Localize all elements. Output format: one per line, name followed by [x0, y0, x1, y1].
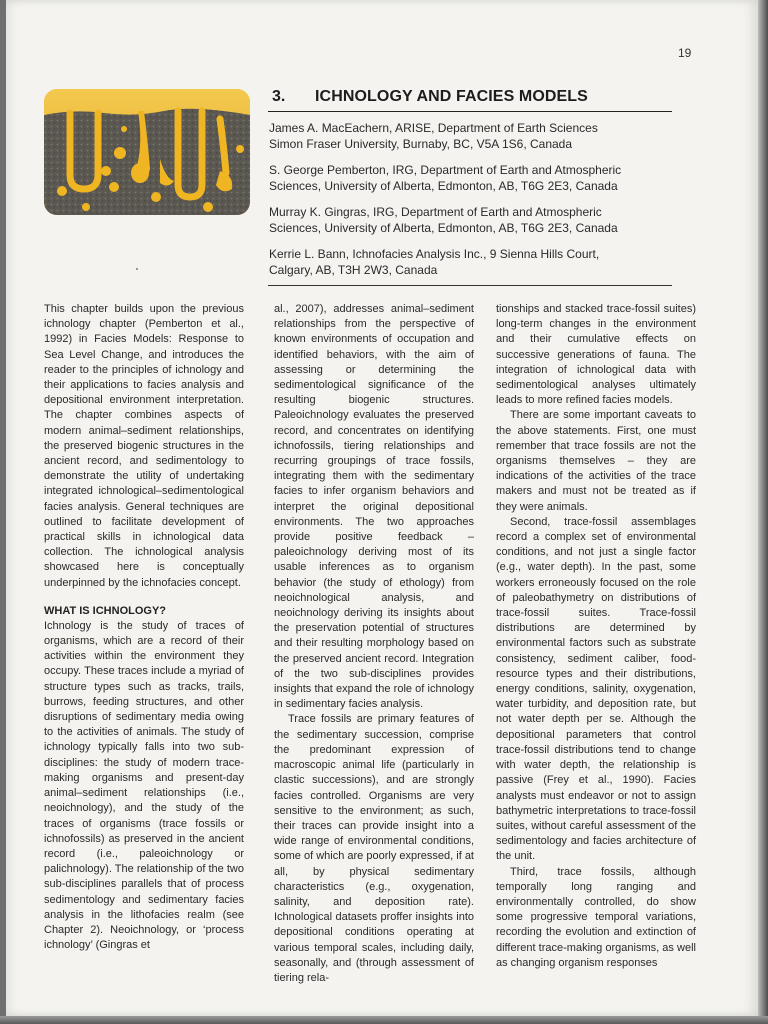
- text-column-3: [496, 302, 696, 971]
- page-mark: [136, 268, 138, 270]
- author-line: Sciences, University of Alberta, Edmonton, AB, T6G 2E3, Canada: [269, 178, 618, 193]
- body-paragraph: Ichnology is the study of traces of organisms, which are a record of their activities within the environment they occupy. These traces include a myriad of structure types such as tracks, trails, burrows, feeding structures, and other disruptions of sedimentary media owing to the activities of animals. The study of ichnology typically falls into two sub-disciplines: the study of modern trace-making organisms and present-day animal–sediment relationships (i.e., neoichnology), and the study of the traces of organisms (trace fossils or ichnofossils) as preserved in the ancient record (i.e., paleoichnology or palichnology). The relationship of the two sub-disciplines parallels that of process sedimentology and sedimentary facies analysis in the lithofacies realm (see Chapter 2). Neoichnology, or ‘process ichnology’ (Gingras et: [44, 619, 244, 952]
- chapter-title: ICHNOLOGY AND FACIES MODELS: [315, 88, 588, 105]
- author-line: Calgary, AB, T3H 2W3, Canada: [269, 262, 438, 277]
- author-divider: [268, 285, 672, 286]
- body-paragraph: al., 2007), addresses animal–sediment relationships from the perspective of known environments of occupation and identified behaviors, with the aim of assessing or determining the sedimentological significance of the resulting biogenic structures. Paleoichnology evaluates the preserved record, and concentrates on identifying ichnofossils, tiering relationships and recurring groupings of trace fossils, integrating them with the sedimentary facies to infer organism behaviors and interpret the original depositional environments. The two approaches provide positive feedback – paleoichnology deriving most of its usable inferences as to organism behavior (the study of ethology) from neoichnological analysis, and neoichnology deriving its insights about the preservation potential of structures and their resulting morphology based on the preserved ancient record. Integration of the two sub-disciplines provides insights that expand the role of ichnology in sedimentary facies analysis.: [274, 303, 474, 711]
- text-column-2: [274, 302, 474, 986]
- text-column-1: [44, 302, 244, 953]
- author-line: James A. MacEachern, ARISE, Department of Earth Sciences: [269, 121, 598, 135]
- author-entry: [269, 205, 679, 236]
- scan-edge-bottom: [0, 1016, 768, 1024]
- trace-fossil-burrows-icon: [44, 89, 250, 215]
- intro-paragraph: This chapter builds upon the previous ichnology chapter (Pemberton et al., 1992) in Facies Models: Response to Sea Level Change, and introduces the reader to the principles of ichnology and their applications to facies analysis and depositional environment interpretation. The chapter combines aspects of modern animal–sediment relationships, the preserved biogenic structures in the ancient record, and sedimentology to demonstrate the utility of undertaking integrated ichnological–sedimentological facies analysis. General techniques are outlined to facilitate development of practical skills in ichnological data collection. The ichnological analysis showcased here is conceptually underpinned by the ichnofacies concept.: [44, 303, 244, 589]
- author-entry: [269, 121, 679, 152]
- author-line: Simon Fraser University, Burnaby, BC, V5A 1S6, Canada: [269, 136, 573, 151]
- author-line: Murray K. Gingras, IRG, Department of Earth and Atmospheric: [269, 205, 602, 219]
- body-paragraph: tionships and stacked trace-fossil suites) long-term changes in the environment and their cumulative effects on successive generations of fauna. The integration of ichnological data with sedimentological analyses ultimately leads to more refined facies models.: [496, 303, 696, 407]
- author-entry: [269, 247, 679, 278]
- chapter-number: 3.: [272, 88, 286, 105]
- body-paragraph: Trace fossils are primary features of the sedimentary succession, comprise the predominant expression of macroscopic animal life (particularly in clastic successions), and are strongly facies controlled. Organisms are very sensitive to the environment; as such, their traces can provide insight into a wide range of environmental conditions, some of which are poorly expressed, if at all, by physical sedimentary characteristics (e.g., oxygenation, salinity, and deposition rate). Ichnological datasets proffer insights into depositional conditions operating at various temporal scales, including daily, seasonally, and (through assessment of tiering rela-: [274, 713, 474, 984]
- body-paragraph: There are some important caveats to the above statements. First, one must remember that trace fossils are not the organisms themselves – they are indications of the activities of the trace makers and must not be treated as if they were animals.: [496, 409, 696, 513]
- author-list: [269, 121, 679, 289]
- page-number: 19: [678, 46, 692, 60]
- author-line: Kerrie L. Bann, Ichnofacies Analysis Inc., 9 Sienna Hills Court,: [269, 247, 600, 261]
- body-paragraph: Second, trace-fossil assemblages record a complex set of environmental conditions, and not just a single factor (e.g., water depth). In the past, some workers erroneously focused on the role of paleobathymetry on distributions of trace-fossil suites. Trace-fossil distributions are determined by environmental factors such as substrate consistency, sediment caliber, food-resource types and their distributions, energy conditions, salinity, oxygenation, water turbidity, and deposition rate, but not water depth per se. Although the depositional parameters that control trace-fossil distributions tend to change with water depth, the relationship is passive (Frey et al., 1990). Facies analysts must endeavor or not to assign bathymetric interpretations to trace-fossil suites, without careful assessment of the sedimentology and facies architecture of the unit.: [496, 515, 696, 863]
- author-line: Sciences, University of Alberta, Edmonton, AB, T6G 2E3, Canada: [269, 220, 618, 235]
- scan-edge-right: [758, 0, 768, 1024]
- body-paragraph: Third, trace fossils, although temporally long ranging and environmentally controlled, do show some progressive temporal variations, recording the evolution and extinction of different trace-making organisms, as well as changing organism responses: [496, 865, 696, 969]
- title-divider: [268, 111, 672, 112]
- section-heading: WHAT IS ICHNOLOGY?: [44, 604, 167, 617]
- author-entry: [269, 163, 679, 194]
- author-line: S. George Pemberton, IRG, Department of Earth and Atmospheric: [269, 163, 622, 177]
- book-page: [6, 0, 758, 1016]
